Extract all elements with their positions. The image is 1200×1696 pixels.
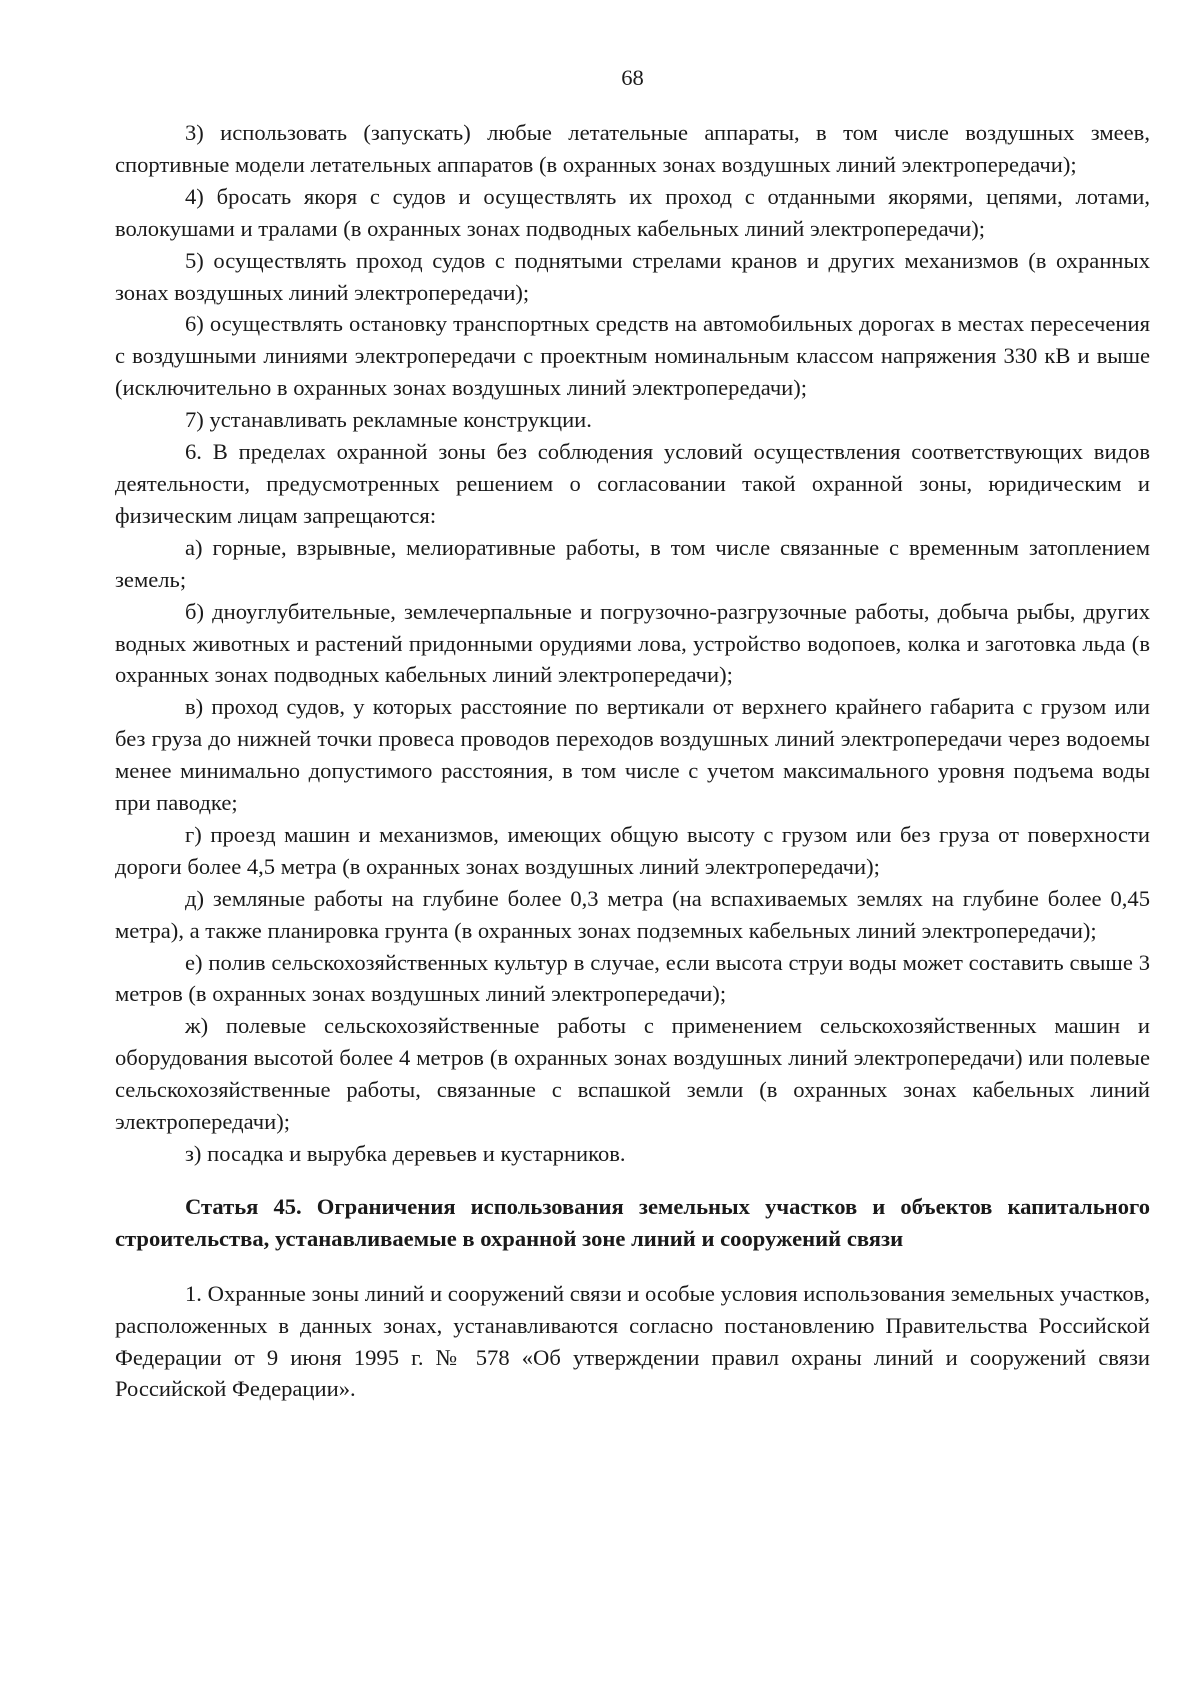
- paragraph-item-z: з) посадка и вырубка деревьев и кустарников.: [185, 1141, 626, 1166]
- paragraph-item-zh: ж) полевые сельскохозяйственные работы с применением сельскохозяйственных машин и оборудования высотой более 4 метров (в охранных зонах воздушных линий электропередачи) или полевые сельскохозяйственные работы, связанные с вспашкой земли (в охранных зонах кабельных линий электропередачи);: [115, 1013, 1150, 1135]
- paragraph-item-g: г) проезд машин и механизмов, имеющих общую высоту с грузом или без груза от поверхности дороги более 4,5 метра (в охранных зонах воздушных линий электропередачи);: [115, 821, 1150, 879]
- document-page: [115, 62, 1150, 1405]
- page-number: 68: [621, 65, 644, 90]
- paragraph-item-a: а) горные, взрывные, мелиоративные работы, в том числе связанные с временным затоплением земель;: [115, 534, 1150, 592]
- paragraph-clause-6: 6. В пределах охранной зоны без соблюдения условий осуществления соответствующих видов деятельности, предусмотренных решением о согласовании такой охранной зоны, юридическим и физическим лицам запрещаются:: [115, 439, 1150, 528]
- paragraph-item-4: 4) бросать якоря с судов и осуществлять их проход с отданными якорями, цепями, лотами, волокушами и тралами (в охранных зонах подводных кабельных линий электропередачи);: [115, 183, 1150, 241]
- paragraph-item-b: б) дноуглубительные, землечерпальные и погрузочно-разгрузочные работы, добыча рыбы, других водных животных и растений придонными орудиями лова, устройство водопоев, колка и заготовка льда (в охранных зонах подводных кабельных линий электропередачи);: [115, 598, 1150, 688]
- paragraph-item-v: в) проход судов, у которых расстояние по вертикали от верхнего крайнего габарита с грузом или без груза до нижней точки провеса проводов переходов воздушных линий электропередачи через водоемы менее минимально допустимого расстояния, в том числе с учетом максимального уровня подъема воды при паводке;: [115, 694, 1150, 816]
- paragraph-item-5: 5) осуществлять проход судов с поднятыми стрелами кранов и других механизмов (в охранных зонах воздушных линий электропередачи);: [115, 247, 1150, 305]
- paragraph-item-7: 7) устанавливать рекламные конструкции.: [185, 407, 592, 433]
- paragraph-item-e: е) полив сельскохозяйственных культур в случае, если высота струи воды может составить свыше 3 метров (в охранных зонах воздушных линий электропередачи);: [115, 949, 1150, 1007]
- paragraph-item-d: д) земляные работы на глубине более 0,3 метра (на вспахиваемых землях на глубине более 0,45 метра), а также планировка грунта (в охранных зонах подземных кабельных линий электропередачи);: [115, 885, 1150, 943]
- paragraph-article-45-clause-1: 1. Охранные зоны линий и сооружений связи и особые условия использования земельных участков, расположенных в данных зонах, устанавливаются согласно постановлению Правительства Российской Федерации от 9 июня 1995 г. № 578 «Об утверждении правил охраны линий и сооружений связи Российской Федерации».: [115, 1280, 1150, 1402]
- paragraph-item-6: 6) осуществлять остановку транспортных средств на автомобильных дорогах в местах пересечения с воздушными линиями электропередачи с проектным номинальным классом напряжения 330 кВ и выше (исключительно в охранных зонах воздушных линий электропередачи);: [115, 311, 1150, 401]
- paragraph-item-3: 3) использовать (запускать) любые летательные аппараты, в том числе воздушных змеев, спортивные модели летательных аппаратов (в охранных зонах воздушных линий электропередачи);: [115, 120, 1150, 177]
- article-heading: Статья 45. Ограничения использования земельных участков и объектов капитального строительства, устанавливаемые в охранной зоне линий и сооружений связи: [115, 1193, 1150, 1251]
